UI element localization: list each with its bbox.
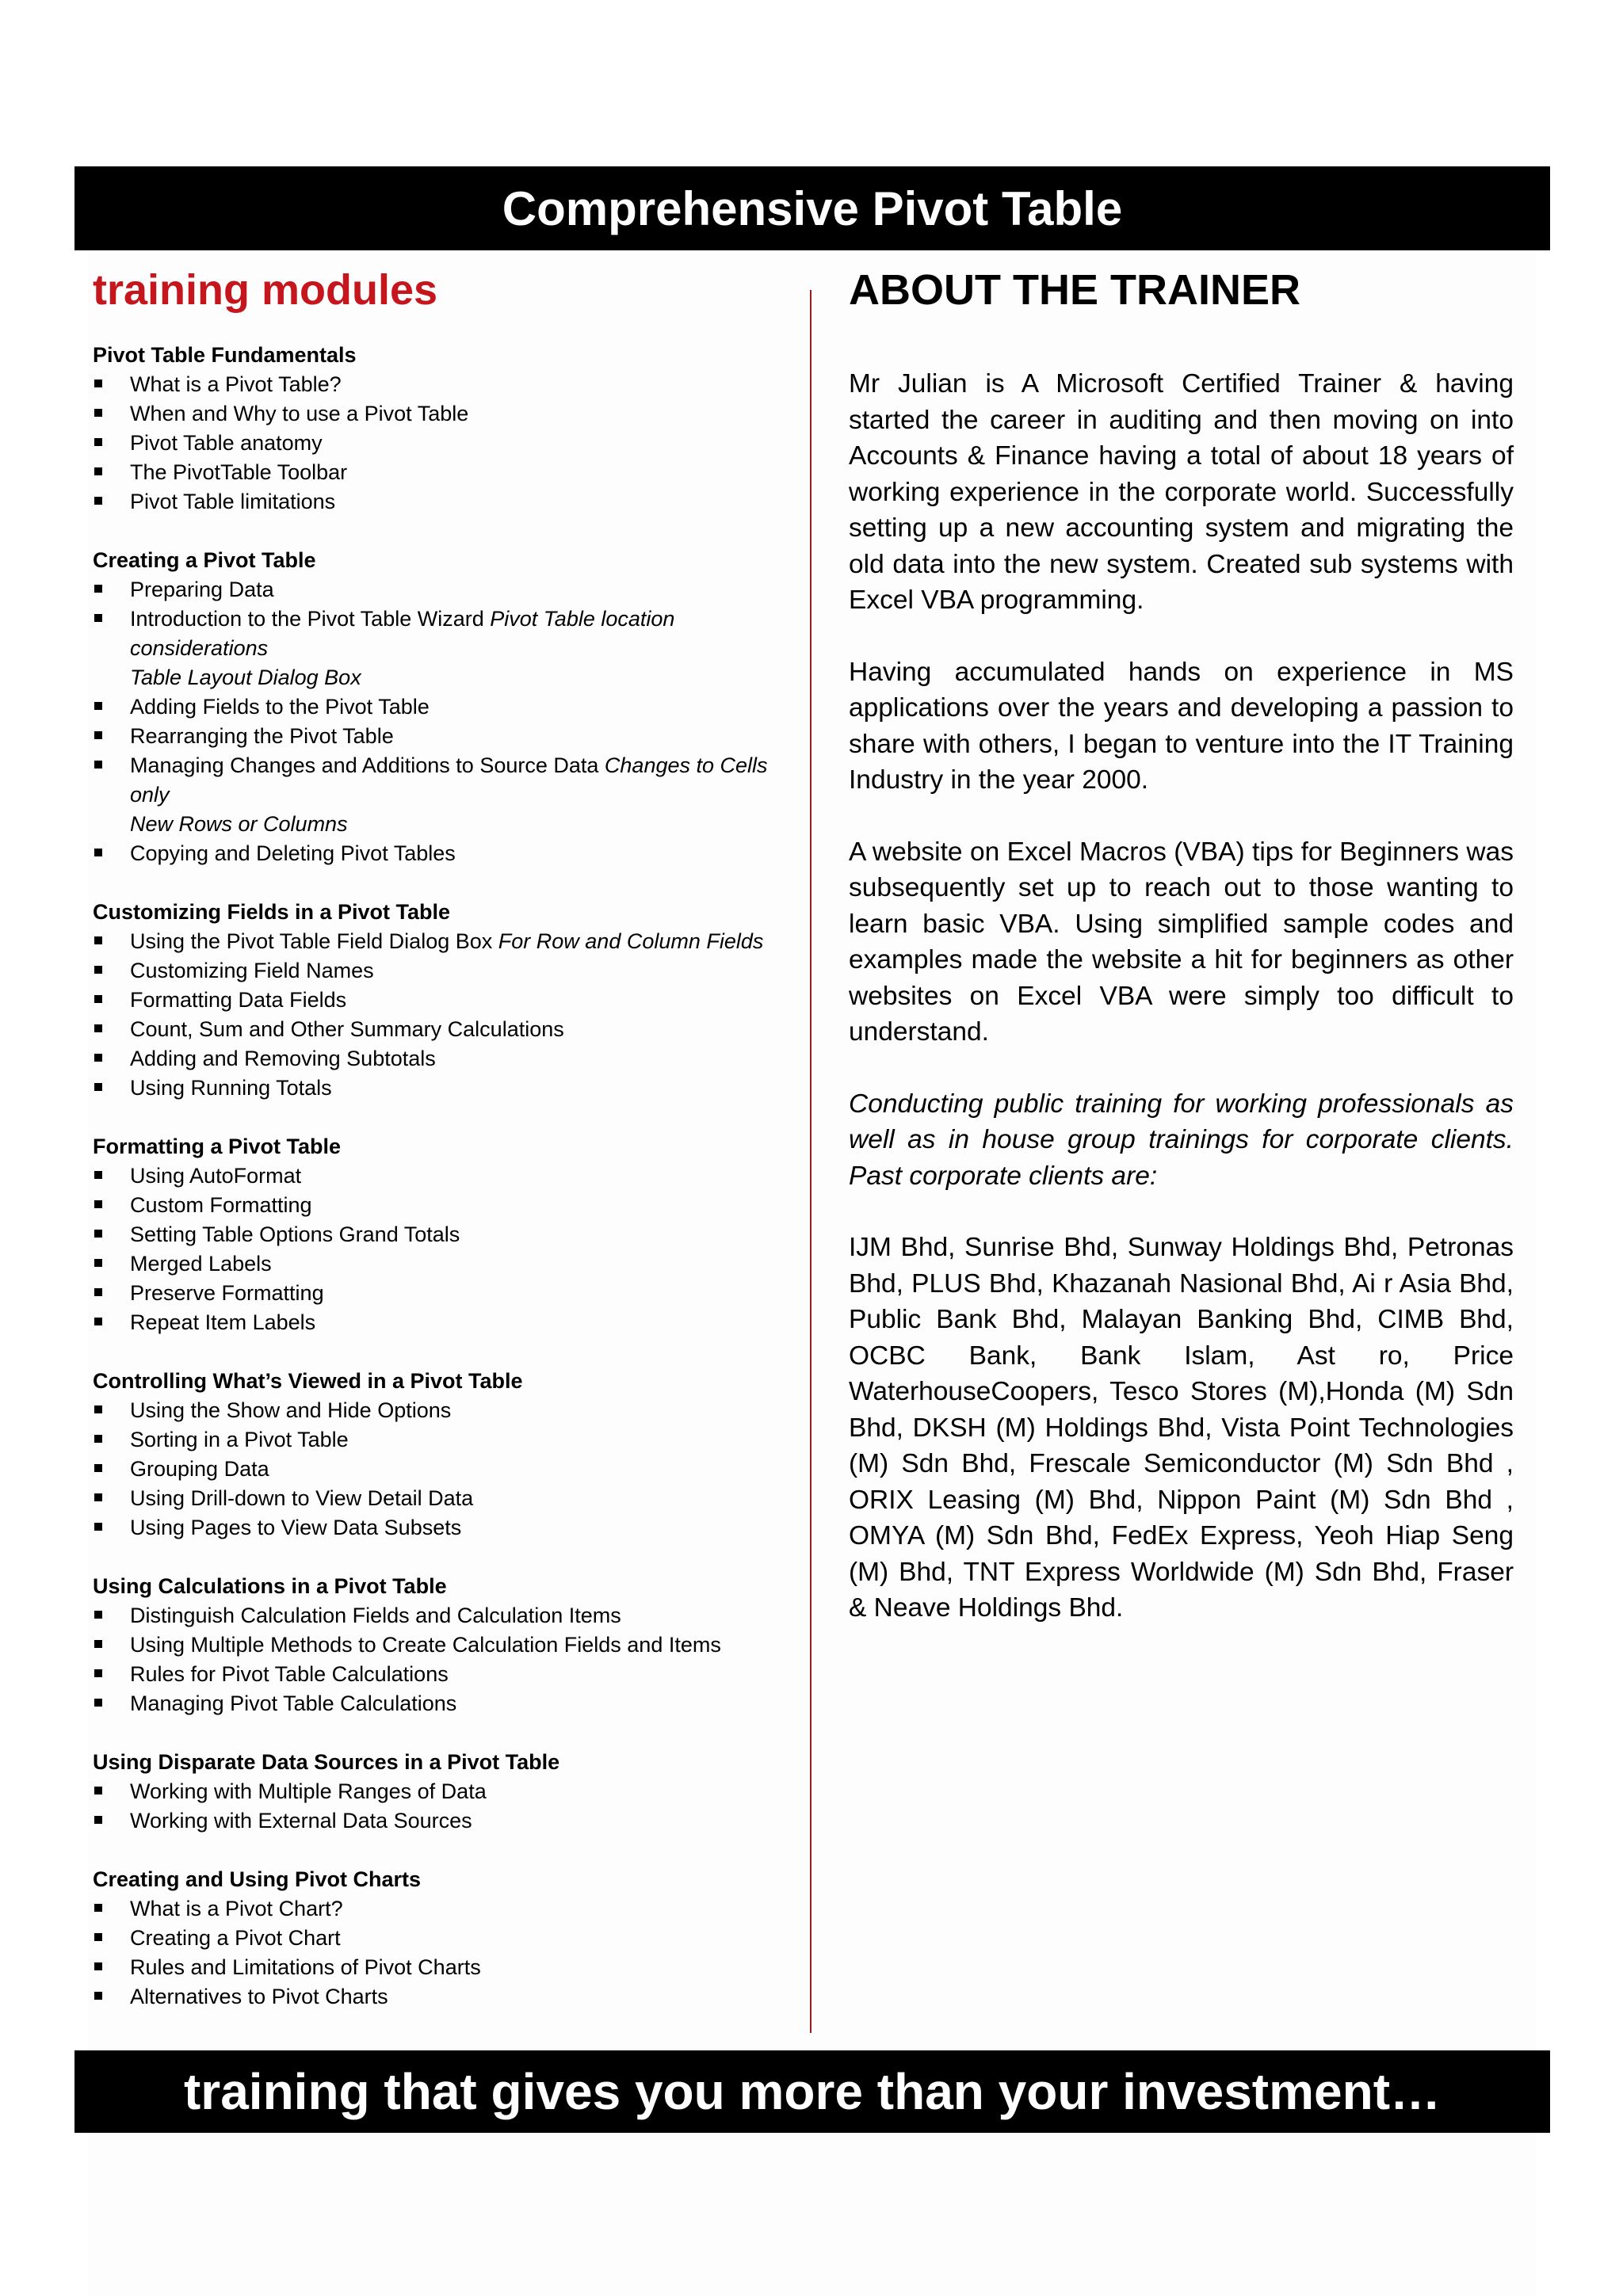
- column-divider: [810, 290, 812, 2033]
- square-bullet-icon: [94, 1933, 102, 1941]
- item-text: Using the Show and Hide Options: [130, 1398, 452, 1422]
- module-title: Using Calculations in a Pivot Table: [93, 1574, 447, 1598]
- module-items: [93, 575, 790, 868]
- footer-tagline: training that gives you more than your investment…: [183, 2063, 1442, 2120]
- list-item: [93, 399, 790, 429]
- bio-paragraph: IJM Bhd, Sunrise Bhd, Sunway Holdings Bhd, Petronas Bhd, PLUS Bhd, Khazanah Nasional Bhd, Ai r Asia Bhd, Public Bank Bhd, Malayan Banking Bhd, CIMB Bhd, OCBC Bank, Bank Islam, Ast ro, Price WaterhouseCoopers, Tesco Stores (M),Honda (M) Sdn Bhd, DKSH (M) Holdings Bhd, Vista Point Technologies (M) Sdn Bhd, Frescale Semiconductor (M) Sdn Bhd , ORIX Leasing (M) Bhd, Nippon Paint (M) Sdn Bhd , OMYA (M) Sdn Bhd, FedEx Express, Yeoh Hiap Seng (M) Bhd, TNT Express Worldwide (M) Sdn Bhd, Fraser & Neave Holdings Bhd.: [849, 1233, 1514, 1623]
- list-item: [93, 1484, 790, 1513]
- module-section: [93, 1572, 790, 1718]
- list-item: [93, 1308, 790, 1337]
- list-item: [93, 1660, 790, 1689]
- list-item: [93, 575, 790, 605]
- item-text: Working with External Data Sources: [130, 1809, 472, 1833]
- square-bullet-icon: [94, 731, 102, 739]
- item-subtopic: Pivot Table location considerations: [130, 607, 675, 660]
- module-items: [93, 1161, 790, 1337]
- list-item: [93, 927, 790, 956]
- item-text: Working with Multiple Ranges of Data: [130, 1779, 487, 1803]
- module-items: [93, 927, 790, 1103]
- module-items: [93, 370, 790, 517]
- list-item: [93, 956, 790, 986]
- square-bullet-icon: [94, 936, 102, 944]
- item-text: Using AutoFormat: [130, 1164, 302, 1188]
- modules-list: [93, 341, 790, 2012]
- list-item: [93, 1396, 790, 1425]
- square-bullet-icon: [94, 1024, 102, 1032]
- square-bullet-icon: [94, 1816, 102, 1824]
- list-item: [93, 1601, 790, 1630]
- item-text: Rules for Pivot Table Calculations: [130, 1662, 449, 1686]
- item-text: Using the Pivot Table Field Dialog Box: [130, 929, 493, 953]
- square-bullet-icon: [94, 1640, 102, 1648]
- bio-paragraph: Conducting public training for working professionals as well as in house group trainings for corporate clients. Past corporate clients are:: [849, 1089, 1514, 1191]
- bio-paragraph: Mr Julian is A Microsoft Certified Trainer & having started the career in auditing and then moving on into Accounts & Finance having a total of about 18 years of working experience in the corporate world. Successfully setting up a new accounting system and migrating the old data into the new system. Created sub systems with Excel VBA programming.: [849, 369, 1514, 615]
- item-text: When and Why to use a Pivot Table: [130, 402, 469, 425]
- item-text: Using Drill-down to View Detail Data: [130, 1486, 474, 1510]
- trainer-bio: [849, 366, 1514, 1627]
- module-section: [93, 898, 790, 1103]
- item-subtopic: Table Layout Dialog Box: [130, 666, 361, 689]
- item-text: Merged Labels: [130, 1252, 272, 1276]
- list-item: [93, 1191, 790, 1220]
- square-bullet-icon: [94, 614, 102, 622]
- item-text: The PivotTable Toolbar: [130, 460, 348, 484]
- module-section: [93, 1132, 790, 1337]
- square-bullet-icon: [94, 1054, 102, 1062]
- item-text: Adding and Removing Subtotals: [130, 1047, 436, 1070]
- module-items: [93, 1894, 790, 2012]
- module-items: [93, 1601, 790, 1718]
- list-item: [93, 751, 790, 839]
- list-item: [93, 1689, 790, 1718]
- bio-paragraph: Having accumulated hands on experience in MS applications over the years and developing a passion to share with others, I began to venture into the IT Training Industry in the year 2000.: [849, 657, 1514, 795]
- list-item: [93, 1249, 790, 1279]
- square-bullet-icon: [94, 467, 102, 475]
- square-bullet-icon: [94, 1230, 102, 1238]
- trainer-column: [849, 254, 1514, 1662]
- module-section: [93, 1748, 790, 1836]
- square-bullet-icon: [94, 379, 102, 387]
- list-item: [93, 1894, 790, 1924]
- module-title: Pivot Table Fundamentals: [93, 343, 357, 367]
- module-title: Formatting a Pivot Table: [93, 1135, 342, 1158]
- item-text: Formatting Data Fields: [130, 988, 347, 1012]
- item-text: Rules and Limitations of Pivot Charts: [130, 1955, 481, 1979]
- square-bullet-icon: [94, 1669, 102, 1677]
- training-modules-column: [93, 254, 790, 2041]
- item-text: What is a Pivot Chart?: [130, 1897, 343, 1920]
- list-item: [93, 1806, 790, 1836]
- list-item: [93, 1924, 790, 1953]
- list-item: [93, 1220, 790, 1249]
- header-banner: [74, 166, 1550, 250]
- list-item: [93, 458, 790, 487]
- about-trainer-heading: ABOUT THE TRAINER: [849, 266, 1300, 314]
- module-title: Customizing Fields in a Pivot Table: [93, 900, 451, 924]
- item-text: Managing Changes and Additions to Source Data: [130, 753, 599, 777]
- module-title: Using Disparate Data Sources in a Pivot Table: [93, 1750, 560, 1774]
- header-title: Comprehensive Pivot Table: [502, 181, 1123, 235]
- list-item: [93, 487, 790, 517]
- module-title: Controlling What’s Viewed in a Pivot Table: [93, 1369, 523, 1393]
- square-bullet-icon: [94, 1787, 102, 1794]
- list-item: [93, 1425, 790, 1455]
- item-text: Rearranging the Pivot Table: [130, 724, 394, 748]
- list-item: [93, 1982, 790, 2012]
- list-item: [93, 986, 790, 1015]
- list-item: [93, 1044, 790, 1074]
- square-bullet-icon: [94, 1288, 102, 1296]
- square-bullet-icon: [94, 1405, 102, 1413]
- square-bullet-icon: [94, 702, 102, 710]
- item-text: Managing Pivot Table Calculations: [130, 1691, 457, 1715]
- square-bullet-icon: [94, 1083, 102, 1091]
- module-section: [93, 341, 790, 517]
- square-bullet-icon: [94, 1318, 102, 1325]
- item-text: Count, Sum and Other Summary Calculations: [130, 1017, 564, 1041]
- item-subtopic: For Row and Column Fields: [498, 929, 764, 953]
- item-text: Using Running Totals: [130, 1076, 332, 1100]
- list-item: [93, 1074, 790, 1103]
- item-text: Using Multiple Methods to Create Calculation Fields and Items: [130, 1633, 721, 1657]
- list-item: [93, 1161, 790, 1191]
- item-text: Grouping Data: [130, 1457, 269, 1481]
- item-text: Customizing Field Names: [130, 959, 374, 982]
- item-text: Adding Fields to the Pivot Table: [130, 695, 430, 719]
- list-item: [93, 1279, 790, 1308]
- item-text: Setting Table Options Grand Totals: [130, 1222, 460, 1246]
- square-bullet-icon: [94, 1992, 102, 2000]
- square-bullet-icon: [94, 1699, 102, 1707]
- list-item: [93, 1630, 790, 1660]
- bio-paragraph: A website on Excel Macros (VBA) tips for Beginners was subsequently set up to reach out to those wanting to learn basic VBA. Using simplified sample codes and examples made the website a hit for beginners as other websites on Excel VBA were simply too difficult to understand.: [849, 837, 1514, 1047]
- module-items: [93, 1777, 790, 1836]
- list-item: [93, 722, 790, 751]
- item-text: Pivot Table anatomy: [130, 431, 323, 455]
- square-bullet-icon: [94, 409, 102, 417]
- module-title: Creating a Pivot Table: [93, 548, 316, 572]
- item-text: Distinguish Calculation Fields and Calculation Items: [130, 1604, 621, 1627]
- square-bullet-icon: [94, 1200, 102, 1208]
- item-text: Custom Formatting: [130, 1193, 312, 1217]
- square-bullet-icon: [94, 761, 102, 769]
- item-text: Using Pages to View Data Subsets: [130, 1516, 462, 1539]
- item-text: Preparing Data: [130, 578, 274, 601]
- square-bullet-icon: [94, 585, 102, 593]
- item-text: Preserve Formatting: [130, 1281, 324, 1305]
- item-text: Creating a Pivot Chart: [130, 1926, 341, 1950]
- list-item: [93, 692, 790, 722]
- list-item: [93, 1015, 790, 1044]
- item-subtopic: New Rows or Columns: [130, 812, 348, 836]
- list-item: [93, 429, 790, 458]
- training-modules-heading: training modules: [93, 266, 438, 314]
- square-bullet-icon: [94, 966, 102, 974]
- square-bullet-icon: [94, 1464, 102, 1472]
- list-item: [93, 1455, 790, 1484]
- module-section: [93, 546, 790, 868]
- square-bullet-icon: [94, 1259, 102, 1267]
- item-text: Introduction to the Pivot Table Wizard: [130, 607, 484, 631]
- list-item: [93, 605, 790, 692]
- list-item: [93, 1953, 790, 1982]
- square-bullet-icon: [94, 1171, 102, 1179]
- square-bullet-icon: [94, 1435, 102, 1443]
- square-bullet-icon: [94, 1611, 102, 1619]
- item-text: Copying and Deleting Pivot Tables: [130, 841, 456, 865]
- item-text: Pivot Table limitations: [130, 490, 336, 513]
- list-item: [93, 1513, 790, 1543]
- footer-banner: [74, 2050, 1550, 2133]
- square-bullet-icon: [94, 849, 102, 856]
- square-bullet-icon: [94, 497, 102, 505]
- item-text: Alternatives to Pivot Charts: [130, 1985, 388, 2008]
- square-bullet-icon: [94, 1523, 102, 1531]
- item-text: What is a Pivot Table?: [130, 372, 342, 396]
- list-item: [93, 1777, 790, 1806]
- square-bullet-icon: [94, 1962, 102, 1970]
- item-text: Repeat Item Labels: [130, 1310, 316, 1334]
- module-items: [93, 1396, 790, 1543]
- item-text: Sorting in a Pivot Table: [130, 1428, 349, 1451]
- list-item: [93, 839, 790, 868]
- square-bullet-icon: [94, 995, 102, 1003]
- module-section: [93, 1865, 790, 2012]
- square-bullet-icon: [94, 1493, 102, 1501]
- module-section: [93, 1367, 790, 1543]
- item-subtopic: Changes to Cells only: [130, 753, 768, 807]
- square-bullet-icon: [94, 1904, 102, 1912]
- list-item: [93, 370, 790, 399]
- module-title: Creating and Using Pivot Charts: [93, 1867, 422, 1891]
- square-bullet-icon: [94, 438, 102, 446]
